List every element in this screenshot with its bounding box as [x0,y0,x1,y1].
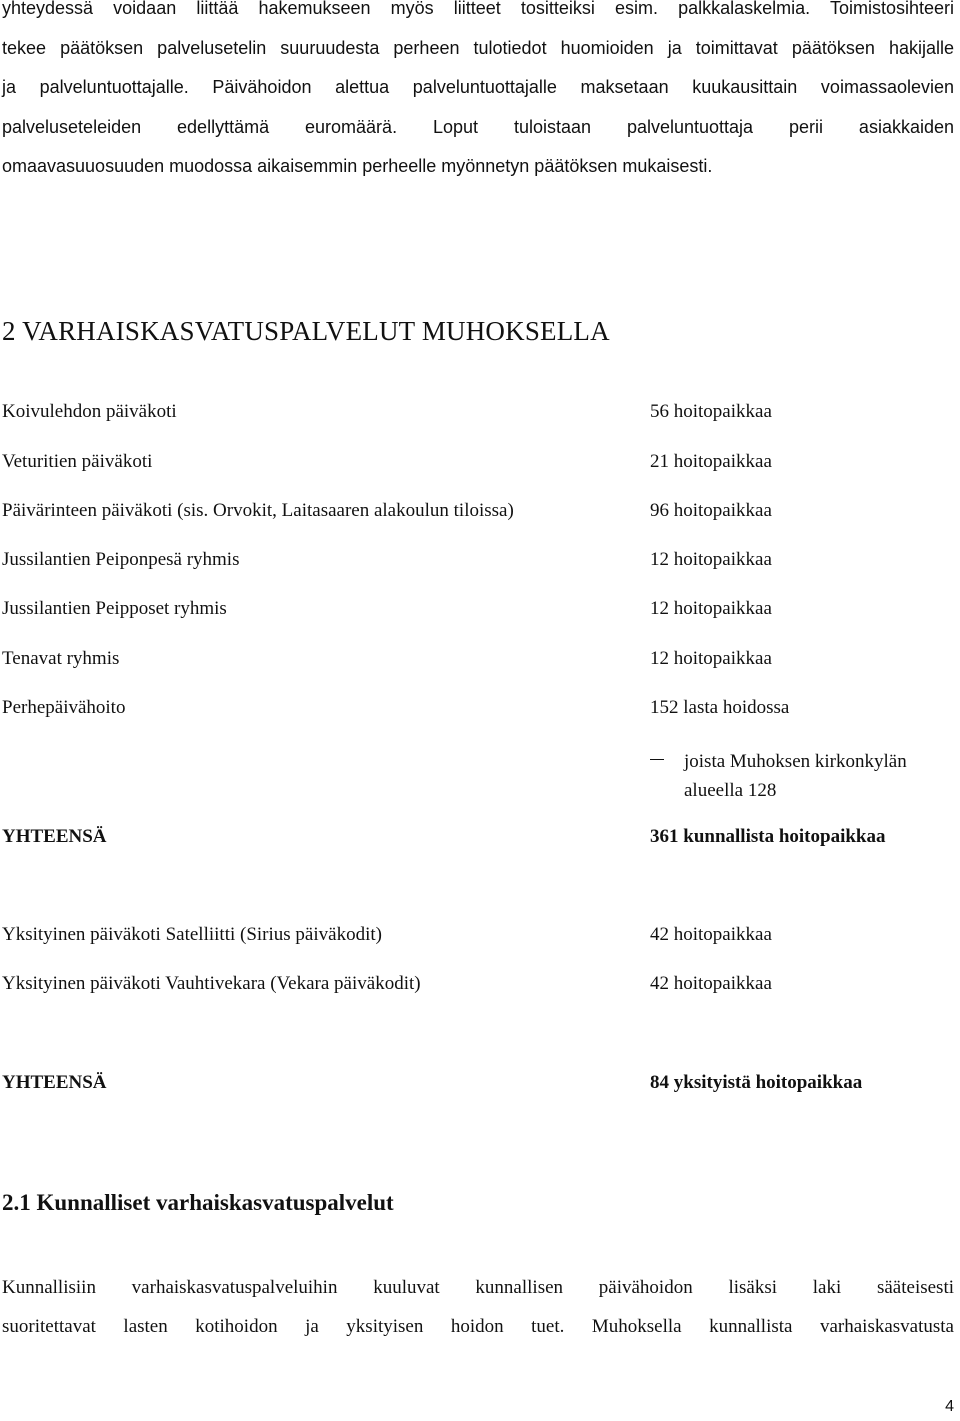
total-value: 84 yksityistä hoitopaikkaa [650,1072,863,1093]
daycare-capacity: 56 hoitopaikkaa [650,401,772,422]
outro-line: Kunnallisiin varhaiskasvatuspalveluihin kuuluvat kunnallisen päivähoidon lisäksi laki sääteisesti [2,1277,954,1298]
daycare-name: Päivärinteen päiväkoti (sis. Orvokit, Laitasaaren alakoulun tiloissa) [2,500,514,521]
daycare-name: Perhepäivähoito [2,697,126,718]
daycare-name: Tenavat ryhmis [2,648,120,669]
daycare-name: Jussilantien Peipposet ryhmis [2,598,227,619]
intro-line: palveluseteleiden edellyttämä euromäärä. Loput tuloistaan palveluntuottaja perii asiakkaiden [2,116,954,137]
intro-paragraph [2,0,954,198]
total-label: YHTEENSÄ [2,1072,107,1093]
daycare-capacity: 12 hoitopaikkaa [650,598,772,619]
daycare-name: Veturitien päiväkoti [2,451,153,472]
family-care-note-text: joista Muhoksen kirkonkylän alueella 128 [684,751,907,801]
daycare-capacity: 12 hoitopaikkaa [650,549,772,570]
total-label: YHTEENSÄ [2,826,107,847]
intro-line: tekee päätöksen palvelusetelin suuruudesta perheen tulotiedot huomioiden ja toimittavat päätöksen hakijalle [2,37,954,58]
daycare-capacity: 12 hoitopaikkaa [650,648,772,669]
intro-line: omaavasuuosuuden muodossa aikaisemmin perheelle myönnetyn päätöksen mukaisesti. [2,156,713,176]
outro-paragraph [2,1278,954,1356]
daycare-capacity: 21 hoitopaikkaa [650,451,772,472]
daycare-name: Koivulehdon päiväkoti [2,401,177,422]
daycare-capacity: 96 hoitopaikkaa [650,500,772,521]
dash-bullet [650,759,664,760]
daycare-capacity: 42 hoitopaikkaa [650,973,772,994]
total-value: 361 kunnallista hoitopaikkaa [650,826,886,847]
subsection-heading: 2.1 Kunnalliset varhaiskasvatuspalvelut [2,1190,394,1215]
intro-line: ja palveluntuottajalle. Päivähoidon alettua palveluntuottajalle maksetaan kuukausittain voimassaolevien [2,77,954,97]
daycare-capacity: 152 lasta hoidossa [650,697,790,718]
intro-line: yhteydessä voidaan liittää hakemukseen myös liitteet tositteiksi esim. palkkalaskelmia. Toimistosihteeri [2,0,954,18]
daycare-name: Yksityinen päiväkoti Satelliitti (Sirius päiväkodit) [2,924,382,945]
outro-line: suoritettavat lasten kotihoidon ja yksityisen hoidon tuet. Muhoksella kunnallista varhaiskasvatusta [2,1316,954,1337]
daycare-name: Jussilantien Peiponpesä ryhmis [2,549,240,570]
section-heading: 2 VARHAISKASVATUSPALVELUT MUHOKSELLA [2,316,610,346]
daycare-name: Yksityinen päiväkoti Vauhtivekara (Vekara päiväkodit) [2,973,421,994]
daycare-capacity: 42 hoitopaikkaa [650,924,772,945]
page-number: 4 [945,1398,954,1415]
